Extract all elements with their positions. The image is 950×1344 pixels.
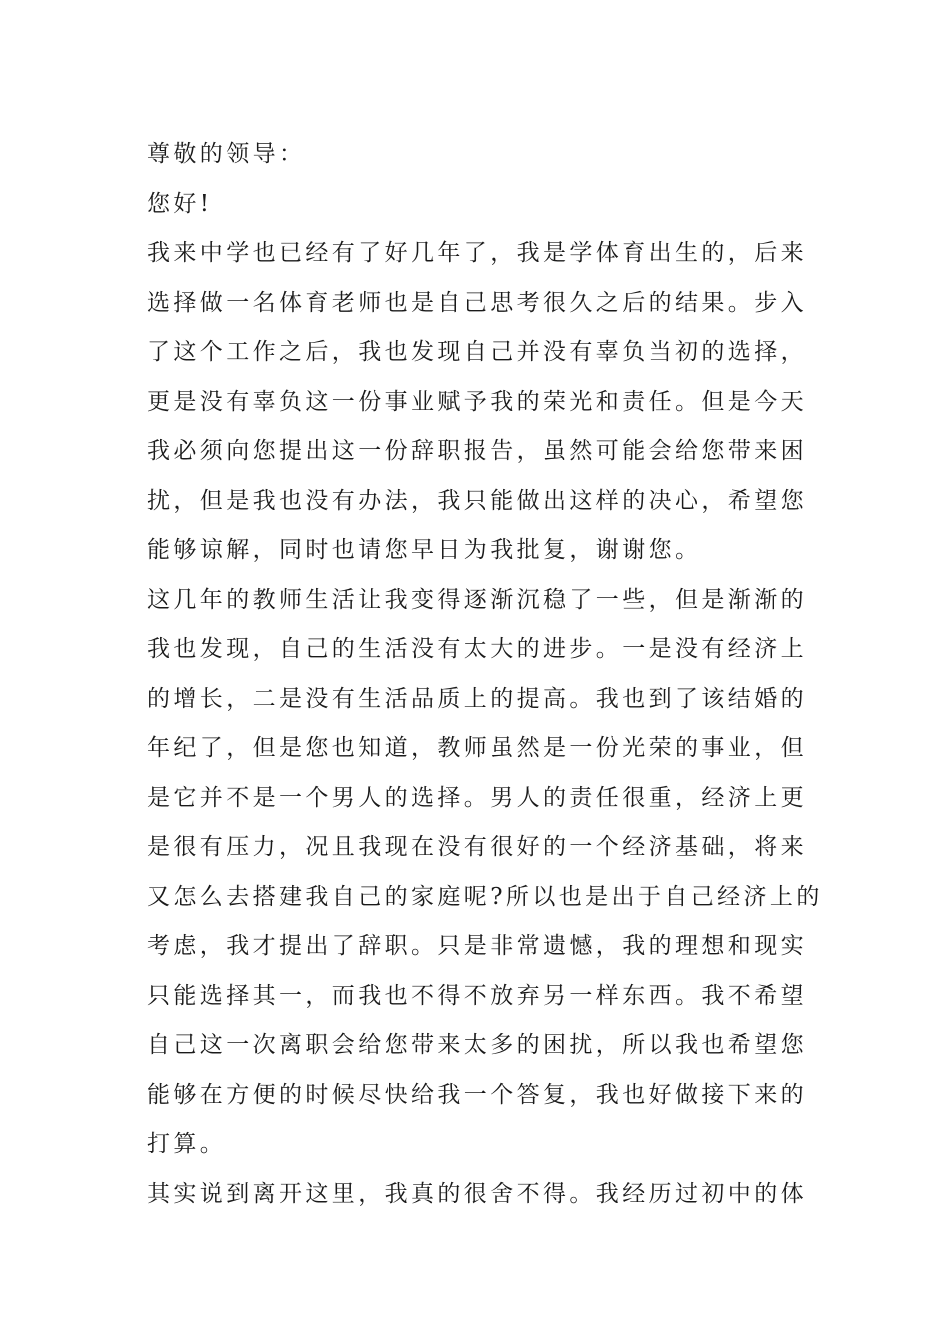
text-line: 这几年的教师生活让我变得逐渐沉稳了一些，但是渐渐的: [147, 586, 807, 613]
text-line: 能够在方便的时候尽快给我一个答复，我也好做接下来的: [147, 1081, 807, 1108]
text-line: 更是没有辜负这一份事业赋予我的荣光和责任。但是今天: [147, 388, 807, 415]
text-line: 能够谅解，同时也请您早日为我批复，谢谢您。: [147, 537, 702, 563]
text-line: 年纪了，但是您也知道，教师虽然是一份光荣的事业，但: [147, 735, 807, 761]
salutation: 尊敬的领导：: [147, 141, 306, 167]
text-line: 我也发现，自己的生活没有太大的进步。一是没有经济上: [147, 636, 807, 662]
text-line: 自己这一次离职会给您带来太多的困扰，所以我也希望您: [147, 1032, 807, 1058]
text-line: 考虑，我才提出了辞职。只是非常遗憾，我的理想和现实: [147, 933, 807, 959]
text-line: 扰，但是我也没有办法，我只能做出这样的决心，希望您: [147, 487, 807, 514]
text-line: 的增长，二是没有生活品质上的提高。我也到了该结婚的: [147, 685, 807, 712]
text-line: 打算。: [147, 1131, 227, 1157]
text-line: 是它并不是一个男人的选择。男人的责任很重，经济上更: [147, 784, 807, 811]
text-line: 选择做一名体育老师也是自己思考很久之后的结果。步入: [147, 289, 807, 316]
text-line: 其实说到离开这里，我真的很舍不得。我经历过初中的体: [147, 1180, 807, 1207]
letter-body: [147, 130, 827, 1219]
text-line: 我来中学也已经有了好几年了，我是学体育出生的，后来: [147, 240, 807, 266]
greeting: 您好!: [147, 190, 213, 217]
text-line: 只能选择其一，而我也不得不放弃另一样东西。我不希望: [147, 982, 807, 1009]
text-line: 我必须向您提出这一份辞职报告，虽然可能会给您带来困: [147, 438, 807, 464]
text-line: 了这个工作之后，我也发现自己并没有辜负当初的选择，: [147, 339, 807, 365]
text-line: 是很有压力，况且我现在没有很好的一个经济基础，将来: [147, 834, 807, 860]
text-line: 又怎么去搭建我自己的家庭呢?所以也是出于自己经济上的: [147, 883, 823, 910]
